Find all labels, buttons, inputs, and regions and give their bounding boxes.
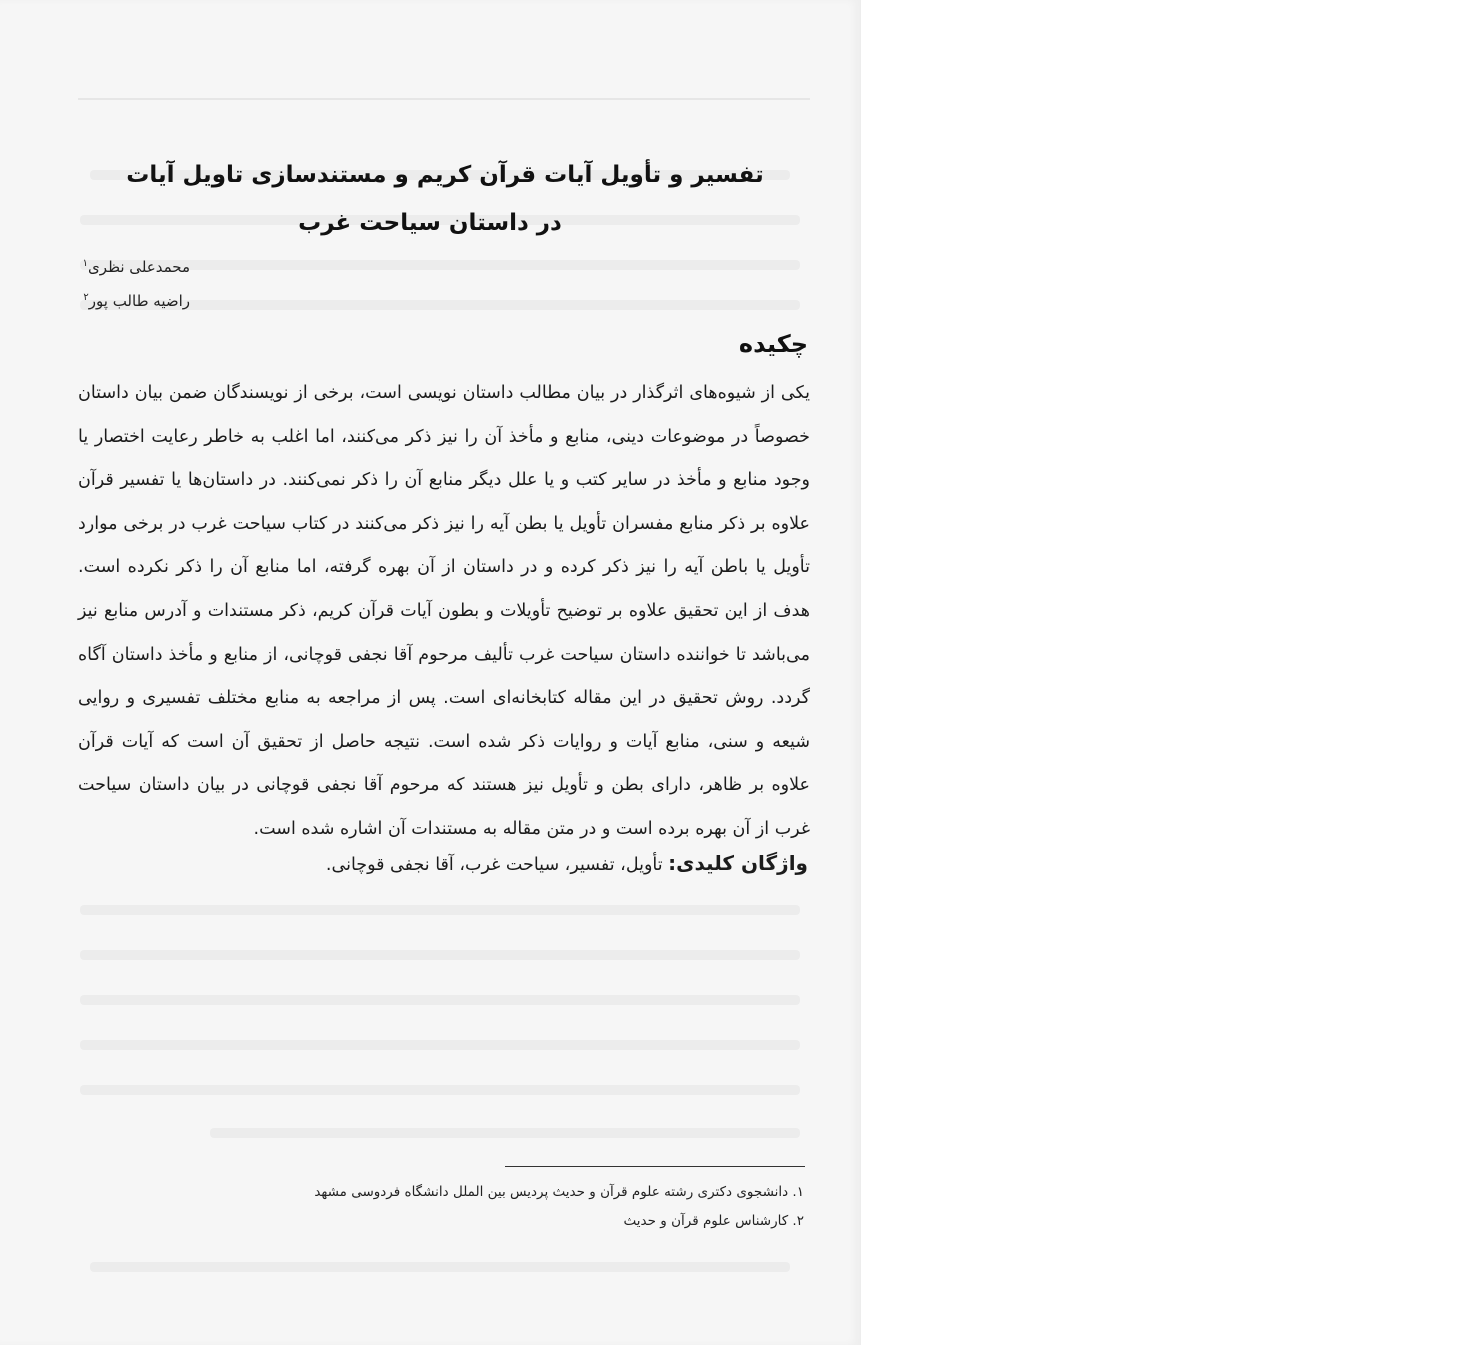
footnote-1: ۱. دانشجوی دکتری رشته علوم قرآن و حدیث پردیس بین الملل دانشگاه فردوسی مشهد (314, 1184, 804, 1200)
keywords-text: تأویل، تفسیر، سیاحت غرب، آقا نجفی قوچانی. (325, 855, 663, 875)
footnote-divider (505, 1166, 805, 1167)
bleed-through-line (80, 905, 800, 915)
bleed-through-line (80, 1040, 800, 1050)
bleed-through-line (90, 1262, 790, 1272)
article-title-line-1: تفسیر و تأویل آیات قرآن کریم و مستندسازی تاویل آیات (126, 162, 764, 188)
keywords-label: واژگان کلیدی: (668, 851, 808, 875)
abstract-heading: چکیده (738, 330, 808, 358)
author-2 (83, 292, 190, 310)
bleed-through-line (80, 950, 800, 960)
footnote-ref: ۲ (83, 292, 89, 303)
abstract-text: یکی از شیوه‌های اثرگذار در بیان مطالب داستان نویسی است، برخی از نویسندگان ضمن بیان داستان خصوصاً در موضوعات دینی، منابع و مأخذ آن را نیز ذکر می‌کنند، اما اغلب به خاطر رعایت اختصار یا وجود منابع و مأخذ در سایر کتب و یا علل دیگر منابع آن را ذکر نمی‌کنند. در داستان‌ها یا تفسیر قرآن علاوه بر ذکر منابع مفسران تأویل یا بطن آیه را نیز ذکر می‌کنند در کتاب سیاحت غرب در برخی موارد تأویل یا باطن آیه را نیز ذکر کرده و در داستان از آن بهره گرفته، اما منابع آن را ذکر نکرده است. هدف از این تحقیق علاوه بر توضیح تأویلات و بطون آیات قرآن کریم، ذکر مستندات و آدرس منابع نیز می‌باشد تا خواننده داستان سیاحت غرب تألیف مرحوم آقا نجفی قوچانی، از منابع و مأخذ داستان آگاه گردد. روش تحقیق در این مقاله کتابخانه‌ای است. پس از مراجعه به منابع مختلف تفسیری و روایی شیعه و سنی، منابع آیات و روایات ذکر شده است. نتیجه حاصل از تحقیق آن است که آیات قرآن علاوه بر ظاهر، دارای بطن و تأویل نیز هستند که مرحوم آقا نجفی قوچانی در بیان داستان سیاحت غرب از آن بهره برده است و در متن مقاله به مستندات آن اشاره شده است. (78, 383, 810, 839)
footnote-ref: ۱ (82, 258, 89, 269)
bleed-through-line (80, 1085, 800, 1095)
footnote-2: ۲. کارشناس علوم قرآن و حدیث (623, 1213, 804, 1229)
author-1 (83, 258, 190, 276)
bleed-through-line (210, 1128, 800, 1138)
bleed-through-line (80, 995, 800, 1005)
author-name: محمدعلی نظری (88, 258, 190, 276)
bleed-through-header (78, 60, 810, 100)
keywords-line (326, 851, 808, 875)
author-name: راضیه طالب پور (88, 292, 190, 310)
article-title-line-2: در داستان سیاحت غرب (298, 210, 562, 236)
